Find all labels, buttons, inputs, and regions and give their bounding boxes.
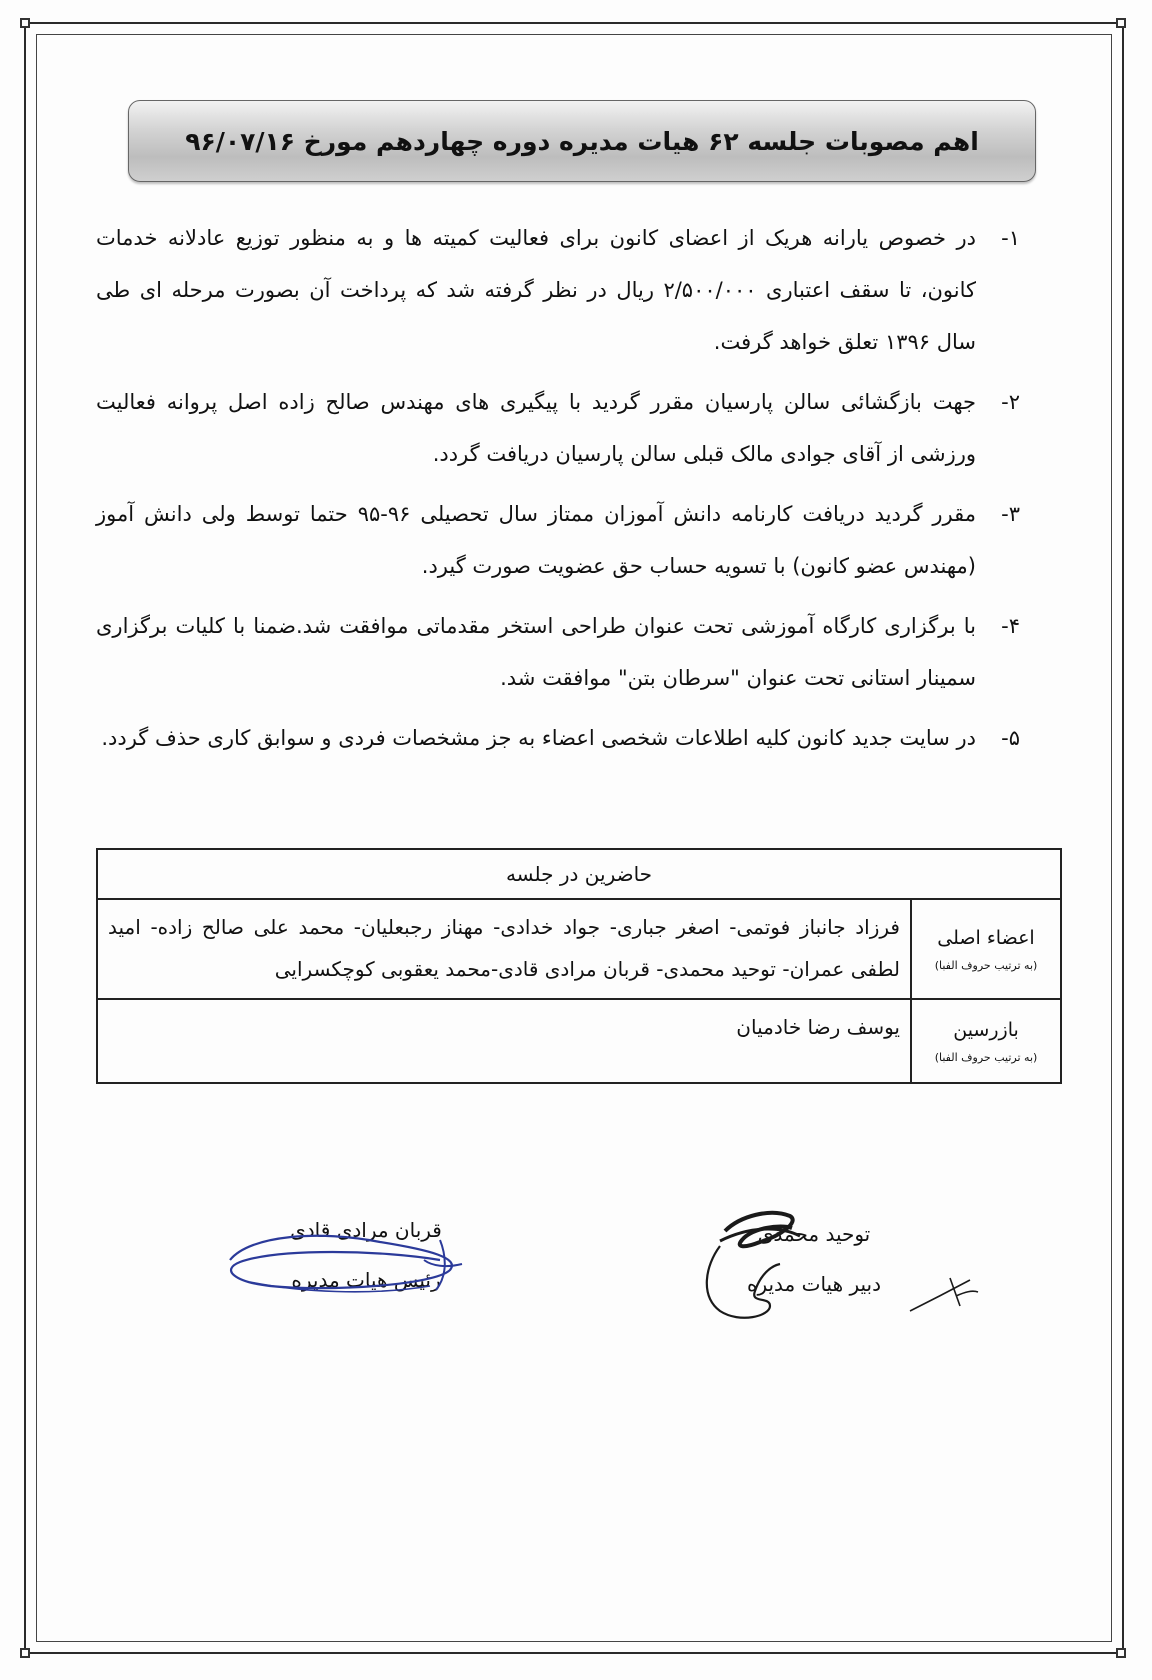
border-corner [1116, 18, 1126, 28]
item-number: ۳- [1001, 502, 1020, 526]
handwritten-signature-secretary [660, 1196, 1020, 1326]
title-banner [128, 100, 1036, 182]
row-label [910, 900, 1060, 998]
resolutions-list [96, 212, 1020, 772]
list-item [96, 212, 1020, 368]
signer-name: قربان مرادی قادی [290, 1218, 442, 1242]
list-item [96, 712, 1020, 764]
inspectors-label: بازرسین [953, 1018, 1019, 1041]
list-item [96, 488, 1020, 592]
border-corner [1116, 1648, 1126, 1658]
list-item [96, 376, 1020, 480]
signer-name: توحید محمدی [757, 1222, 871, 1246]
alphabetical-note: (به ترتیب حروف الفبا) [934, 1050, 1038, 1064]
item-number: ۵- [1001, 726, 1020, 750]
main-members-label: اعضاء اصلی [937, 926, 1035, 949]
item-text: مقرر گردید دریافت کارنامه دانش آموزان ممتاز سال تحصیلی ۹۶-۹۵ حتما توسط ولی دانش آموز (مهندس عضو کانون) با تسویه حساب حق عضویت صورت گیرد. [96, 502, 976, 578]
item-number: ۱- [1001, 226, 1020, 250]
item-number: ۴- [1001, 614, 1020, 638]
item-text: در خصوص یارانه هریک از اعضای کانون برای فعالیت کمیته ها و به منظور توزیع عادلانه خدمات کانون، تا سقف اعتباری ۲/۵۰۰/۰۰۰ ریال در نظر گرفته شد که پرداخت آن بصورت مرحله ای طی سال ۱۳۹۶ تعلق خواهد گرفت. [96, 226, 976, 354]
border-corner [20, 18, 30, 28]
table-row [98, 900, 1060, 1000]
table-row [98, 1000, 1060, 1082]
item-text: با برگزاری کارگاه آموزشی تحت عنوان طراحی استخر مقدماتی موافقت شد.ضمنا با کلیات برگزاری سمینار استانی تحت عنوان "سرطان بتن" موافقت شد. [96, 614, 976, 690]
main-members-names: فرزاد جانباز فوتمی- اصغر جباری- جواد خدادی- مهناز رجبعلیان- محمد علی صالح زاده- امید لطفی عمران- توحید محمدی- قربان مرادی قادی-محمد یعقوبی کوچکسرایی [108, 915, 900, 981]
alphabetical-note: (به ترتیب حروف الفبا) [934, 958, 1038, 972]
border-corner [20, 1648, 30, 1658]
document-title: اهم مصوبات جلسه ۶۲ هیات مدیره دوره چهاردهم مورخ ۹۶/۰۷/۱۶ [185, 126, 979, 156]
item-number: ۲- [1001, 390, 1020, 414]
signer-title: دبیر هیات مدیره [746, 1272, 882, 1296]
attendees-header: حاضرین در جلسه [98, 850, 1060, 900]
handwritten-signature-chairman [210, 1220, 500, 1310]
item-text: جهت بازگشائی سالن پارسیان مقرر گردید با پیگیری های مهندس صالح زاده اصل پروانه فعالیت ورزشی از آقای جوادی مالک قبلی سالن پارسیان دریافت گردد. [96, 390, 976, 466]
list-item [96, 600, 1020, 704]
signer-title: رئیس هیات مدیره [291, 1268, 441, 1292]
inspectors-names: یوسف رضا خادمیان [736, 1015, 900, 1039]
item-text: در سایت جدید کانون کلیه اطلاعات شخصی اعضاء به جز مشخصات فردی و سوابق کاری حذف گردد. [101, 726, 976, 750]
attendees-table [96, 848, 1062, 1084]
row-label [910, 1000, 1060, 1082]
